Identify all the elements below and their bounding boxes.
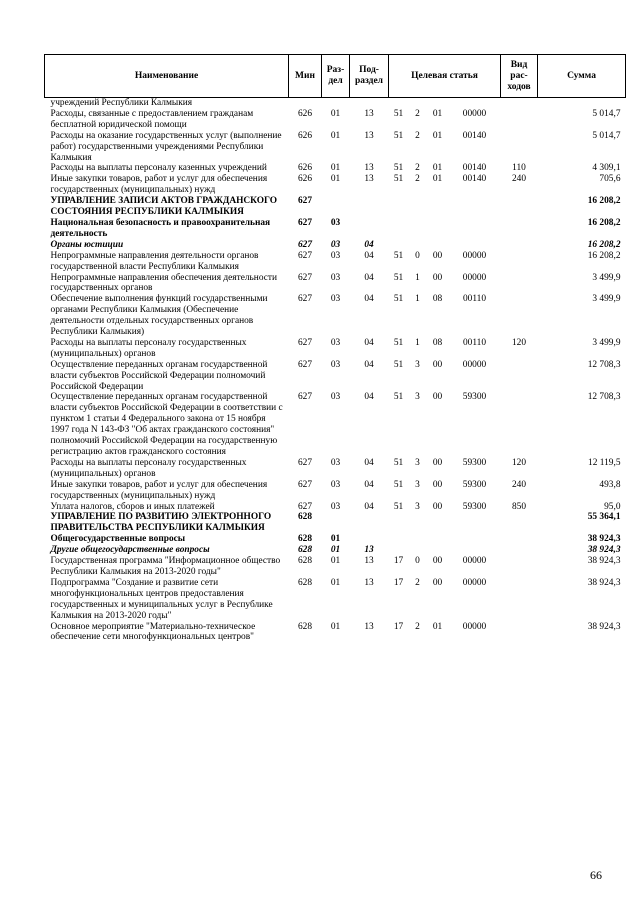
row-name: УПРАВЛЕНИЕ ПО РАЗВИТИЮ ЭЛЕКТРОННОГО ПРАВИТЕЛЬСТВА РЕСПУБЛИКИ КАЛМЫКИЯ xyxy=(50,512,272,534)
row-vid xyxy=(501,294,538,338)
header-min: Мин xyxy=(289,55,322,98)
row-razdel: 03 xyxy=(330,250,341,261)
row-vid xyxy=(501,98,538,109)
header-podrazdel: Под- раздел xyxy=(350,55,389,98)
row-name: Расходы на оказание государственных услуг (выполнение работ) государственными учреждениями Республики Калмыкия xyxy=(50,130,282,163)
row-podrazdel xyxy=(350,98,389,109)
row-target-direction: 00140 xyxy=(462,130,487,141)
row-razdel: 01 xyxy=(330,621,341,632)
row-target-program: 51 xyxy=(393,294,404,305)
row-podrazdel xyxy=(350,196,389,218)
row-target-event: 00 xyxy=(432,359,443,370)
table-row xyxy=(45,196,626,218)
row-target-event: 00 xyxy=(432,457,443,468)
row-sum: 38 924,3 xyxy=(587,577,621,588)
row-podrazdel: 13 xyxy=(364,163,374,174)
row-target-program xyxy=(389,218,409,240)
row-min: 627 xyxy=(297,501,313,512)
row-target-direction: 00000 xyxy=(462,272,487,283)
row-podrazdel: 13 xyxy=(364,130,374,141)
row-target-subprogram: 2 xyxy=(415,163,420,174)
table-row xyxy=(45,360,626,393)
header-target: Целевая статья xyxy=(389,55,501,98)
row-target-direction: 00000 xyxy=(462,556,487,567)
row-target-direction: 00000 xyxy=(462,108,487,119)
row-razdel: 01 xyxy=(330,545,341,556)
row-target-subprogram: 2 xyxy=(415,621,420,632)
table-row xyxy=(45,556,626,578)
row-min: 627 xyxy=(297,359,313,370)
row-name: Уплата налогов, сборов и иных платежей xyxy=(50,501,215,512)
table-row xyxy=(45,622,626,644)
row-min: 626 xyxy=(297,130,313,141)
row-target-direction: 00110 xyxy=(462,294,487,305)
row-target-direction: 00000 xyxy=(462,250,487,261)
row-target-event: 08 xyxy=(432,337,443,348)
row-target-event: 00 xyxy=(432,479,443,490)
row-razdel: 01 xyxy=(330,556,341,567)
row-name: Основное мероприятие "Материально-техническое обеспечение сети многофункциональных центров" xyxy=(50,621,256,643)
row-razdel: 03 xyxy=(330,239,341,250)
row-target-subprogram xyxy=(409,196,427,218)
row-target-event: 00 xyxy=(432,501,443,512)
row-target-direction: 00000 xyxy=(462,621,487,632)
row-razdel xyxy=(322,98,350,109)
row-min: 628 xyxy=(297,545,313,556)
table-row xyxy=(45,251,626,273)
row-name: Общегосударственные вопросы xyxy=(50,534,186,545)
row-vid xyxy=(501,534,538,545)
table-row xyxy=(45,534,626,545)
row-podrazdel: 04 xyxy=(364,272,374,283)
row-podrazdel xyxy=(350,512,389,534)
row-vid: 850 xyxy=(511,501,527,512)
row-target-program xyxy=(389,196,409,218)
row-target-subprogram: 3 xyxy=(415,457,420,468)
row-podrazdel: 04 xyxy=(364,392,374,403)
row-razdel: 01 xyxy=(330,108,341,119)
row-razdel: 03 xyxy=(330,337,341,348)
row-target-subprogram: 1 xyxy=(415,272,420,283)
row-name: Национальная безопасность и правоохранительная деятельность xyxy=(50,217,271,239)
table-row xyxy=(45,392,626,457)
row-target-program: 51 xyxy=(393,479,404,490)
table-row xyxy=(45,338,626,360)
header-name: Наименование xyxy=(45,55,289,98)
row-podrazdel xyxy=(350,534,389,545)
row-target-direction xyxy=(449,512,501,534)
row-vid xyxy=(501,251,538,273)
table-row xyxy=(45,218,626,240)
row-target-program xyxy=(389,98,409,109)
row-target-subprogram: 2 xyxy=(415,108,420,119)
row-sum: 12 119,5 xyxy=(588,457,621,468)
row-target-program: 51 xyxy=(393,359,404,370)
row-target-event xyxy=(427,512,449,534)
row-target-event xyxy=(427,218,449,240)
row-razdel: 01 xyxy=(330,534,341,545)
row-target-direction: 00140 xyxy=(462,163,487,174)
row-target-program: 51 xyxy=(393,501,404,512)
row-min: 627 xyxy=(297,457,313,468)
header-sum: Сумма xyxy=(538,55,626,98)
row-name: Другие общегосударственные вопросы xyxy=(50,545,210,556)
row-vid xyxy=(501,196,538,218)
row-sum: 12 708,3 xyxy=(587,392,621,403)
row-razdel: 03 xyxy=(330,479,341,490)
row-podrazdel: 04 xyxy=(364,479,374,490)
row-target-event: 01 xyxy=(432,130,443,141)
row-name: Непрограммные направления обеспечения деятельности государственных органов xyxy=(50,272,278,294)
table-row xyxy=(45,294,626,338)
row-vid: 110 xyxy=(512,163,526,174)
row-min: 628 xyxy=(297,512,313,523)
row-target-event xyxy=(427,545,449,556)
row-sum: 12 708,3 xyxy=(587,359,621,370)
row-name: Подпрограмма "Создание и развитие сети многофункциональных центров предоставления государственных и муниципальных услуг в Республике Калмыкия на 2013-2020 годы" xyxy=(50,577,273,621)
row-target-subprogram xyxy=(409,512,427,534)
row-target-direction: 00110 xyxy=(462,337,487,348)
table-row xyxy=(45,174,626,196)
row-podrazdel xyxy=(350,218,389,240)
row-target-event xyxy=(427,98,449,109)
row-razdel: 03 xyxy=(330,457,341,468)
row-min: 627 xyxy=(297,294,313,305)
row-target-subprogram: 1 xyxy=(415,337,420,348)
row-name: Иные закупки товаров, работ и услуг для обеспечения государственных (муниципальных) нужд xyxy=(50,174,268,196)
row-target-program: 51 xyxy=(393,163,404,174)
row-name: Расходы на выплаты персоналу государственных (муниципальных) органов xyxy=(50,337,247,359)
row-target-event xyxy=(427,196,449,218)
row-podrazdel: 13 xyxy=(364,577,374,588)
row-name: Расходы, связанные с предоставлением гражданам бесплатной юридической помощи xyxy=(50,108,254,130)
row-vid xyxy=(501,273,538,295)
row-target-direction xyxy=(449,218,501,240)
row-podrazdel: 04 xyxy=(364,501,374,512)
row-min: 626 xyxy=(297,163,313,174)
row-min: 628 xyxy=(297,534,313,545)
row-target-program xyxy=(389,534,409,545)
row-target-program: 51 xyxy=(393,392,404,403)
row-target-direction xyxy=(449,545,501,556)
row-target-event xyxy=(427,534,449,545)
row-vid xyxy=(501,392,538,457)
row-vid xyxy=(501,556,538,578)
row-vid xyxy=(501,109,538,131)
row-target-subprogram: 2 xyxy=(415,577,420,588)
row-vid: 120 xyxy=(511,457,527,468)
row-sum: 38 924,3 xyxy=(587,556,621,567)
row-target-subprogram xyxy=(409,534,427,545)
row-target-direction: 00140 xyxy=(462,174,487,185)
row-sum: 38 924,3 xyxy=(587,534,621,545)
row-razdel: 03 xyxy=(330,217,341,228)
row-razdel: 01 xyxy=(330,577,341,588)
row-target-subprogram: 2 xyxy=(415,130,420,141)
row-podrazdel: 04 xyxy=(364,359,374,370)
table-row xyxy=(45,273,626,295)
row-sum: 16 208,2 xyxy=(587,196,621,207)
table-row xyxy=(45,480,626,502)
row-podrazdel: 04 xyxy=(364,337,374,348)
row-min: 627 xyxy=(297,337,313,348)
row-name: Государственная программа "Информационное общество Республики Калмыкия на 2013-2020 годы" xyxy=(50,556,281,577)
row-name: Расходы на выплаты персоналу казенных учреждений xyxy=(50,163,267,174)
row-min: 628 xyxy=(297,556,313,567)
row-sum: 705,6 xyxy=(599,174,621,185)
row-target-subprogram: 3 xyxy=(415,392,420,403)
table-row xyxy=(45,512,626,534)
row-target-direction xyxy=(449,98,501,109)
row-sum: 16 208,2 xyxy=(587,239,621,250)
row-podrazdel: 04 xyxy=(364,457,374,468)
row-target-event xyxy=(427,240,449,251)
table-row xyxy=(45,502,626,513)
row-target-program xyxy=(389,545,409,556)
table-body xyxy=(45,98,626,644)
row-min: 626 xyxy=(297,108,313,119)
row-target-direction xyxy=(449,534,501,545)
row-razdel xyxy=(322,512,350,534)
row-target-subprogram: 3 xyxy=(415,359,420,370)
row-target-event: 00 xyxy=(432,556,443,567)
row-vid xyxy=(501,240,538,251)
row-target-subprogram: 2 xyxy=(415,174,420,185)
row-target-direction: 59300 xyxy=(462,479,487,490)
row-sum: 3 499,9 xyxy=(592,294,621,305)
row-sum: 3 499,9 xyxy=(592,272,621,283)
row-target-program: 51 xyxy=(393,337,404,348)
row-target-subprogram xyxy=(409,545,427,556)
row-target-direction: 59300 xyxy=(462,501,487,512)
row-razdel: 01 xyxy=(330,130,341,141)
row-vid xyxy=(501,578,538,622)
row-target-direction: 59300 xyxy=(462,392,487,403)
row-target-program: 51 xyxy=(393,250,404,261)
row-min: 628 xyxy=(297,621,313,632)
row-min: 626 xyxy=(297,174,313,185)
row-sum: 5 014,7 xyxy=(592,130,621,141)
row-target-direction: 59300 xyxy=(462,457,487,468)
row-min: 627 xyxy=(297,250,313,261)
row-razdel: 03 xyxy=(330,501,341,512)
row-podrazdel: 13 xyxy=(364,174,374,185)
row-target-program: 17 xyxy=(393,621,404,632)
row-target-direction xyxy=(449,196,501,218)
row-min: 627 xyxy=(297,196,313,207)
row-target-direction: 00000 xyxy=(462,359,487,370)
row-podrazdel: 04 xyxy=(364,294,374,305)
row-name: Осуществление переданных органам государственной власти субъектов Российской Федерации полномочий Российской Федерации xyxy=(50,359,268,392)
row-sum: 38 924,3 xyxy=(587,621,621,632)
row-min xyxy=(289,98,322,109)
table-row xyxy=(45,578,626,622)
table-row xyxy=(45,98,626,109)
row-podrazdel: 13 xyxy=(364,621,374,632)
row-target-event: 08 xyxy=(432,294,443,305)
row-razdel: 03 xyxy=(330,392,341,403)
row-podrazdel: 13 xyxy=(364,545,374,556)
row-name: Обеспечение выполнения функций государственными органами Республики Калмыкия (Обеспечение деятельности отдельных государственных органов Республики Калмыкия) xyxy=(50,294,268,338)
table-row xyxy=(45,240,626,251)
row-name: Непрограммные направления деятельности органов государственной власти Республики Калмыкия xyxy=(50,250,259,272)
row-target-program: 51 xyxy=(393,108,404,119)
row-target-program: 51 xyxy=(393,457,404,468)
row-sum: 16 208,2 xyxy=(587,250,621,261)
row-min: 627 xyxy=(297,239,313,250)
row-min: 627 xyxy=(297,479,313,490)
row-target-subprogram: 3 xyxy=(415,479,420,490)
table-row xyxy=(45,109,626,131)
row-vid: 120 xyxy=(511,337,527,348)
row-target-event: 01 xyxy=(432,621,443,632)
row-podrazdel: 13 xyxy=(364,108,374,119)
row-vid xyxy=(501,360,538,393)
row-target-program: 17 xyxy=(393,577,404,588)
row-sum: 16 208,2 xyxy=(587,217,621,228)
row-target-subprogram: 0 xyxy=(415,250,420,261)
row-target-direction xyxy=(449,240,501,251)
row-target-program xyxy=(389,240,409,251)
budget-table xyxy=(44,54,626,643)
row-target-program: 51 xyxy=(393,130,404,141)
row-name: Иные закупки товаров, работ и услуг для обеспечения государственных (муниципальных) нужд xyxy=(50,479,268,501)
row-target-program: 51 xyxy=(393,272,404,283)
row-razdel: 03 xyxy=(330,294,341,305)
row-target-program: 51 xyxy=(393,174,404,185)
row-name: Органы юстиции xyxy=(50,239,124,250)
row-target-event: 01 xyxy=(432,174,443,185)
row-target-event: 01 xyxy=(432,108,443,119)
row-sum: 95,0 xyxy=(604,501,621,512)
row-podrazdel: 04 xyxy=(364,239,374,250)
row-min: 628 xyxy=(297,577,313,588)
row-target-subprogram: 0 xyxy=(415,556,420,567)
row-vid xyxy=(501,622,538,644)
row-vid xyxy=(501,512,538,534)
row-target-event: 00 xyxy=(432,577,443,588)
header-vid: Вид рас- ходов xyxy=(501,55,538,98)
row-sum: 3 499,9 xyxy=(592,337,621,348)
row-target-subprogram: 3 xyxy=(415,501,420,512)
row-vid: 240 xyxy=(511,174,527,185)
row-name: Расходы на выплаты персоналу государственных (муниципальных) органов xyxy=(50,457,247,479)
row-sum: 55 364,1 xyxy=(587,512,621,523)
row-vid xyxy=(501,218,538,240)
row-target-direction: 00000 xyxy=(462,577,487,588)
row-sum: 5 014,7 xyxy=(592,108,621,119)
row-razdel xyxy=(322,196,350,218)
row-razdel: 01 xyxy=(330,174,341,185)
table-row xyxy=(45,131,626,164)
row-podrazdel: 13 xyxy=(364,556,374,567)
row-target-subprogram xyxy=(409,218,427,240)
row-razdel: 03 xyxy=(330,359,341,370)
row-razdel: 03 xyxy=(330,272,341,283)
row-sum xyxy=(538,98,626,109)
row-target-event: 00 xyxy=(432,250,443,261)
row-min: 627 xyxy=(297,392,313,403)
header-razdel: Раз- дел xyxy=(322,55,350,98)
row-vid xyxy=(501,131,538,164)
row-target-program: 17 xyxy=(393,556,404,567)
row-name: Осуществление переданных органам государственной власти субъектов Российской Федерации в соответствии с пунктом 1 статьи 4 Федерального закона от 15 ноября 1997 года N 143-ФЗ "Об актах гражданского состояния" полномочий Российской Федерации на государственную регистрацию актов гражданского состояния xyxy=(50,392,283,457)
row-min: 627 xyxy=(297,217,313,228)
table-row xyxy=(45,163,626,174)
row-razdel: 01 xyxy=(330,163,341,174)
row-min: 627 xyxy=(297,272,313,283)
row-podrazdel: 04 xyxy=(364,250,374,261)
row-vid: 240 xyxy=(511,479,527,490)
row-sum: 493,8 xyxy=(599,479,621,490)
row-name: учреждений Республики Калмыкия xyxy=(50,98,193,108)
row-sum: 38 924,3 xyxy=(587,545,621,556)
row-target-event: 00 xyxy=(432,272,443,283)
row-target-subprogram: 1 xyxy=(415,294,420,305)
row-target-subprogram xyxy=(409,98,427,109)
table-row xyxy=(45,545,626,556)
page-number: 66 xyxy=(590,868,602,882)
row-sum: 4 309,1 xyxy=(592,163,621,174)
table-header xyxy=(45,55,626,98)
row-target-event: 00 xyxy=(432,392,443,403)
row-target-program xyxy=(389,512,409,534)
row-name: УПРАВЛЕНИЕ ЗАПИСИ АКТОВ ГРАЖДАНСКОГО СОСТОЯНИЯ РЕСПУБЛИКИ КАЛМЫКИЯ xyxy=(50,196,278,218)
row-target-subprogram xyxy=(409,240,427,251)
row-target-event: 01 xyxy=(432,163,443,174)
row-vid xyxy=(501,545,538,556)
table-row xyxy=(45,458,626,480)
